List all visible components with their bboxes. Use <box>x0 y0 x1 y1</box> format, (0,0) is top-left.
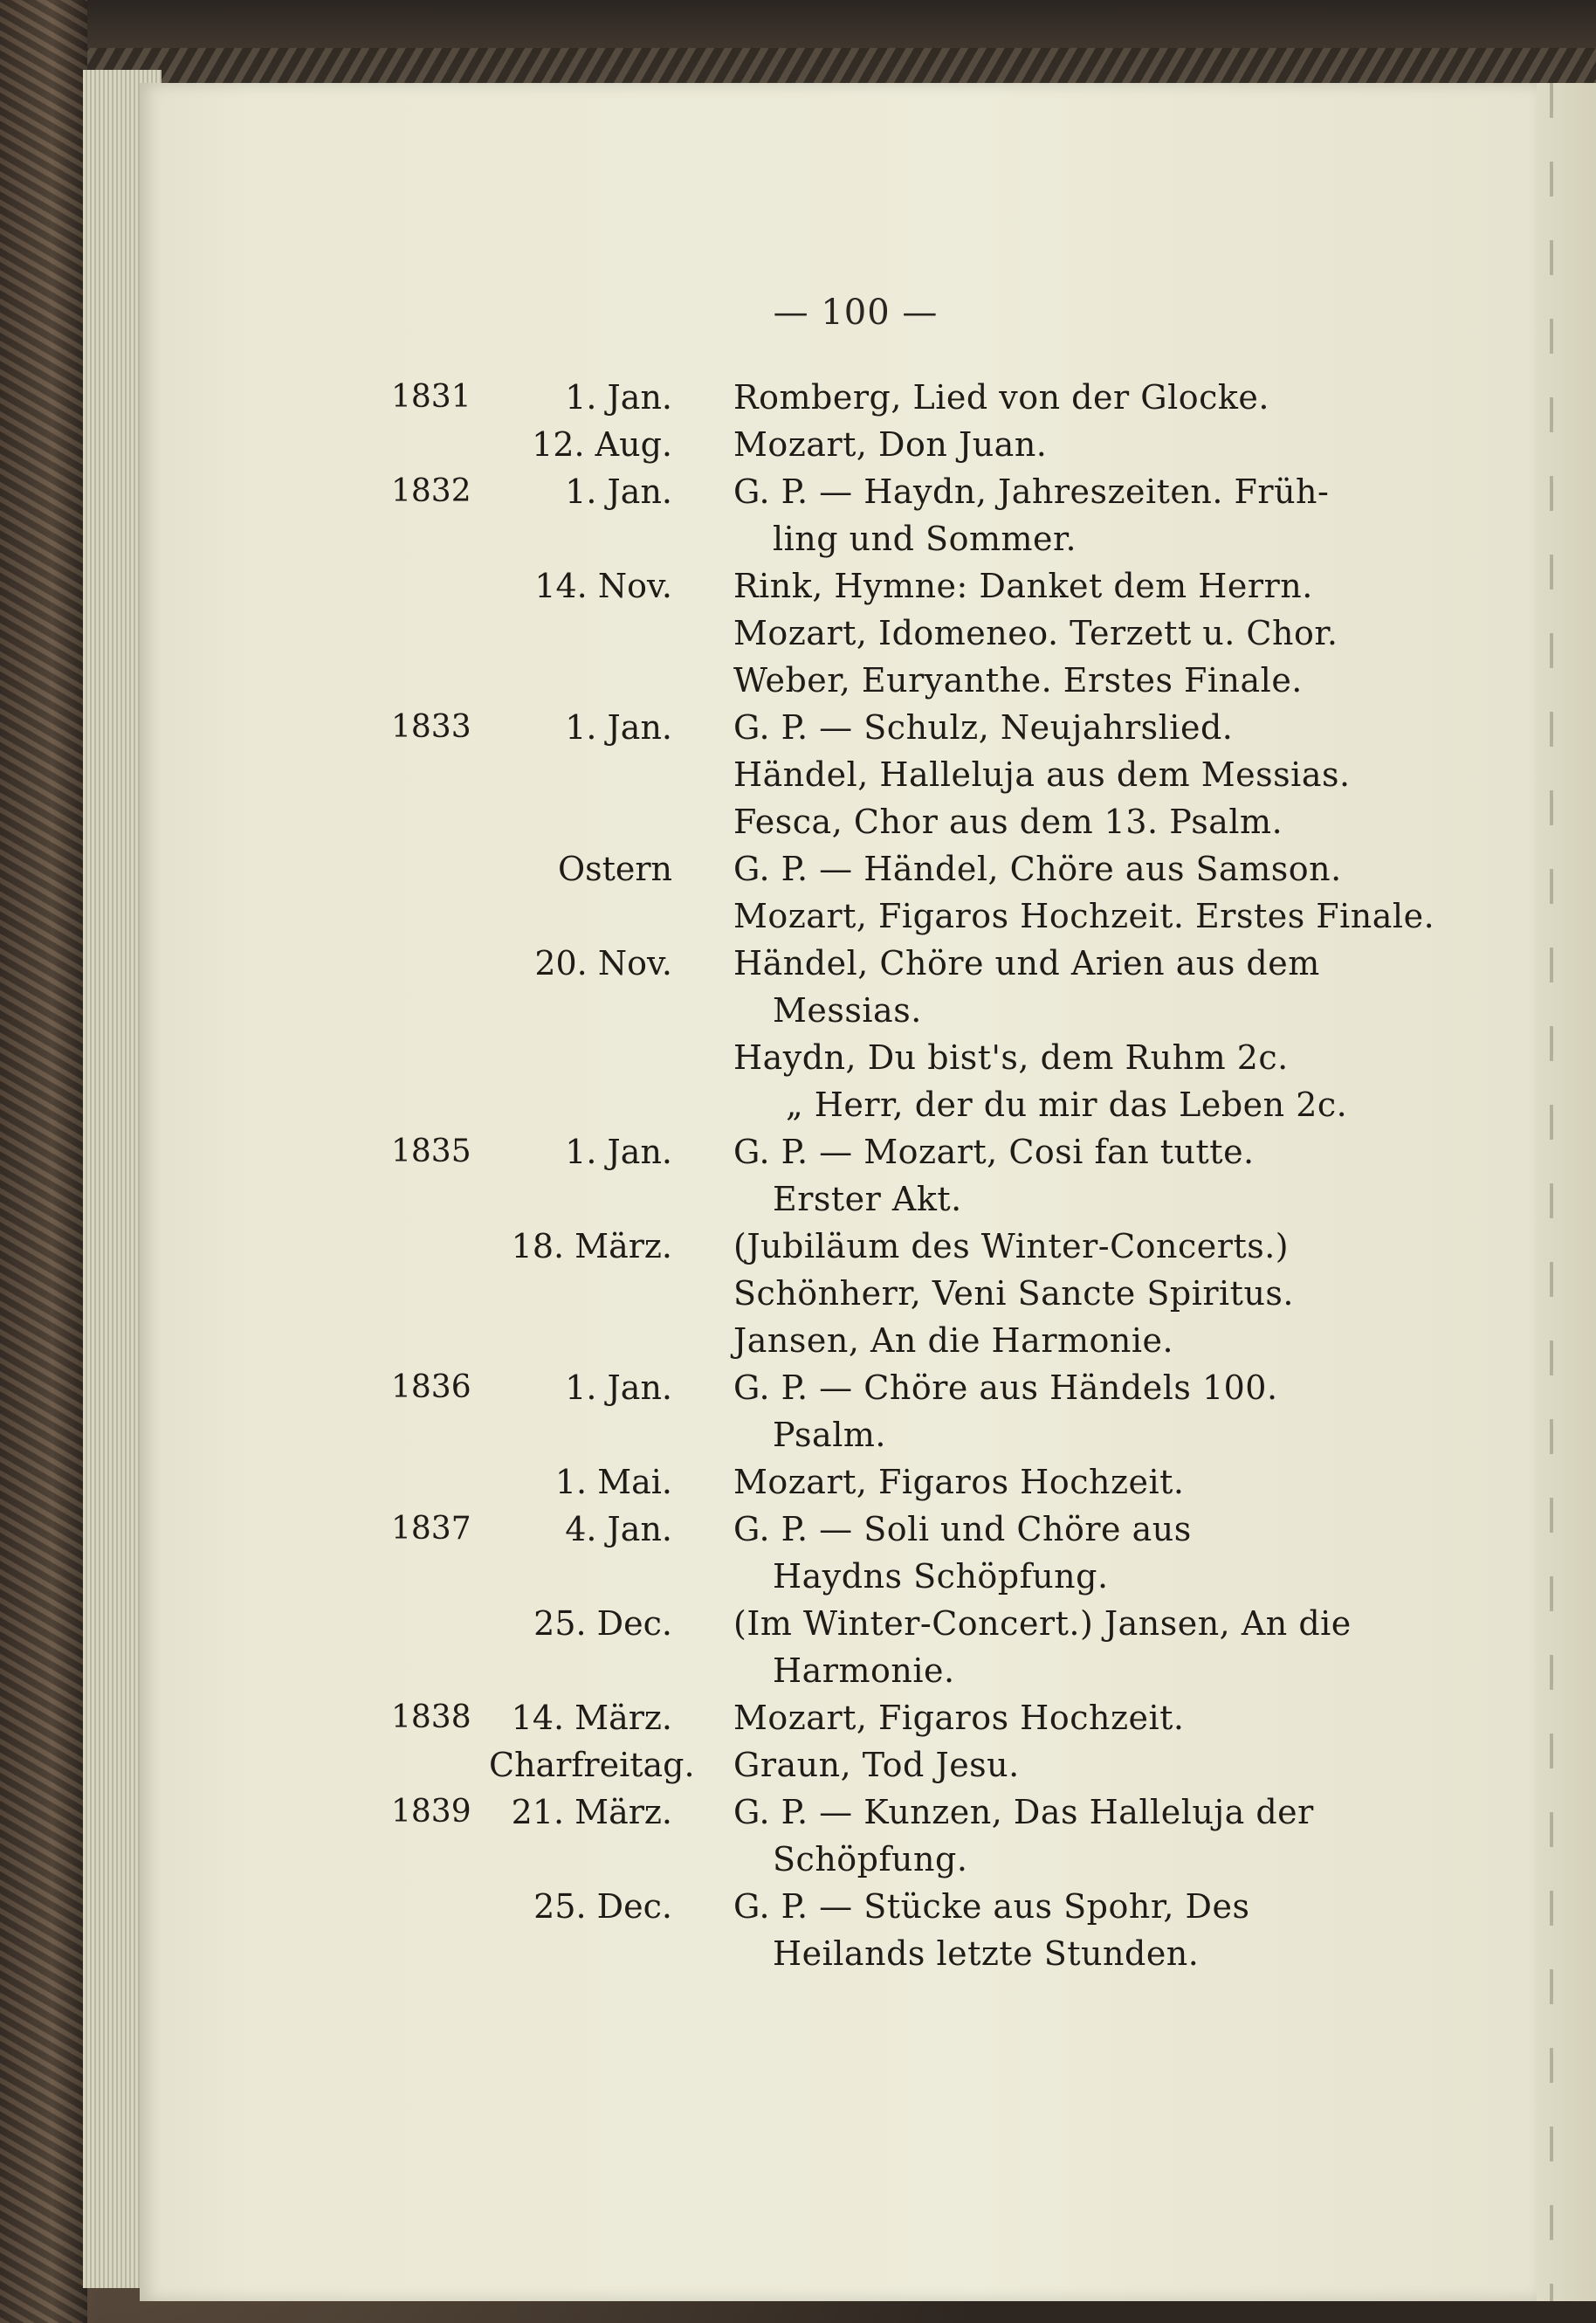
row-text: ling und Sommer. <box>773 520 1077 558</box>
row-text: G. P. — Chöre aus Händels 100. <box>733 1368 1278 1407</box>
list-row <box>0 1081 1596 1128</box>
row-date: Charfreitag. <box>489 1746 695 1784</box>
row-date: 21. März. <box>511 1793 672 1831</box>
list-row <box>0 421 1596 468</box>
row-year: 1835 <box>391 1134 471 1169</box>
row-year: 1839 <box>391 1794 471 1830</box>
row-text: Haydns Schöpfung. <box>773 1557 1109 1596</box>
list-row <box>0 940 1596 987</box>
row-date: 25. Dec. <box>533 1887 672 1926</box>
list-row <box>0 1317 1596 1364</box>
row-text: G. P. — Händel, Chöre aus Samson. <box>733 850 1342 888</box>
row-date: 1. Jan. <box>565 378 672 417</box>
row-date: 1. Mai. <box>554 1463 672 1501</box>
row-text: Mozart, Figaros Hochzeit. Erstes Finale. <box>733 897 1435 935</box>
row-text: Graun, Tod Jesu. <box>733 1746 1020 1784</box>
row-text: Harmonie. <box>773 1651 955 1690</box>
row-date: 12. Aug. <box>532 425 672 464</box>
list-row <box>0 1789 1596 1836</box>
row-text: Haydn, Du bist's, dem Ruhm 2c. <box>733 1038 1289 1077</box>
row-date: 14. März. <box>511 1699 672 1737</box>
row-text: G. P. — Kunzen, Das Halleluja der <box>733 1793 1314 1831</box>
list-row <box>0 468 1596 515</box>
list-row <box>0 1223 1596 1270</box>
row-year: 1832 <box>391 473 471 509</box>
row-date: 1. Jan. <box>565 472 672 511</box>
list-row <box>0 1175 1596 1223</box>
list-row <box>0 1411 1596 1458</box>
list-row <box>0 798 1596 845</box>
list-row <box>0 704 1596 751</box>
list-row <box>0 657 1596 704</box>
row-date: 1. Jan. <box>565 1368 672 1407</box>
row-text: Rink, Hymne: Danket dem Herrn. <box>733 567 1313 605</box>
row-text: Händel, Chöre und Arien aus dem <box>733 944 1320 982</box>
row-text: Schönherr, Veni Sancte Spiritus. <box>733 1274 1294 1313</box>
list-row <box>0 1553 1596 1600</box>
row-text: (Im Winter-Concert.) Jansen, An die <box>733 1604 1352 1643</box>
row-text: G. P. — Haydn, Jahreszeiten. Früh- <box>733 472 1330 511</box>
list-row <box>0 515 1596 562</box>
list-row <box>0 1506 1596 1553</box>
row-text: Messias. <box>773 991 922 1030</box>
row-date: 1. Jan. <box>565 708 672 747</box>
row-text: G. P. — Soli und Chöre aus <box>733 1510 1192 1548</box>
row-text: Mozart, Figaros Hochzeit. <box>733 1463 1185 1501</box>
row-text: „ Herr, der du mir das Leben 2c. <box>786 1086 1348 1124</box>
row-text: (Jubiläum des Winter-Concerts.) <box>733 1227 1290 1265</box>
list-row <box>0 1647 1596 1694</box>
list-row <box>0 1600 1596 1647</box>
row-year: 1838 <box>391 1699 471 1735</box>
row-date: Ostern <box>557 850 672 888</box>
row-date: 1. Jan. <box>565 1133 672 1171</box>
row-text: Händel, Halleluja aus dem Messias. <box>733 755 1351 794</box>
list-row <box>0 1694 1596 1741</box>
list-row <box>0 374 1596 421</box>
row-text: Psalm. <box>773 1416 886 1454</box>
row-text: Erster Akt. <box>773 1180 962 1218</box>
row-year: 1833 <box>391 709 471 745</box>
list-row <box>0 987 1596 1034</box>
row-text: G. P. — Stücke aus Spohr, Des <box>733 1887 1250 1926</box>
list-row <box>0 1034 1596 1081</box>
row-text: Jansen, An die Harmonie. <box>733 1321 1174 1360</box>
row-text: Heilands letzte Stunden. <box>773 1934 1200 1973</box>
row-text: G. P. — Mozart, Cosi fan tutte. <box>733 1133 1255 1171</box>
list-row <box>0 1836 1596 1883</box>
list-row <box>0 893 1596 940</box>
list-row <box>0 751 1596 798</box>
list-row <box>0 562 1596 610</box>
row-date: 25. Dec. <box>533 1604 672 1643</box>
row-year: 1831 <box>391 379 471 415</box>
row-text: Mozart, Figaros Hochzeit. <box>733 1699 1185 1737</box>
list-row <box>0 1128 1596 1175</box>
row-date: 4. Jan. <box>565 1510 672 1548</box>
row-date: 20. Nov. <box>534 944 672 982</box>
row-year: 1837 <box>391 1511 471 1547</box>
list-row <box>0 1883 1596 1930</box>
list-row <box>0 610 1596 657</box>
row-year: 1836 <box>391 1369 471 1405</box>
page-number: — 100 — <box>773 293 939 333</box>
list-row <box>0 1458 1596 1506</box>
row-date: 18. März. <box>511 1227 672 1265</box>
list-row <box>0 1930 1596 1977</box>
list-row <box>0 1364 1596 1411</box>
row-text: Mozart, Idomeneo. Terzett u. Chor. <box>733 614 1338 652</box>
list-row <box>0 1270 1596 1317</box>
row-text: Weber, Euryanthe. Erstes Finale. <box>733 661 1303 700</box>
list-row <box>0 845 1596 893</box>
row-text: Fesca, Chor aus dem 13. Psalm. <box>733 803 1283 841</box>
row-date: 14. Nov. <box>534 567 672 605</box>
row-text: Romberg, Lied von der Glocke. <box>733 378 1269 417</box>
row-text: Mozart, Don Juan. <box>733 425 1048 464</box>
list-row <box>0 1741 1596 1789</box>
row-text: Schöpfung. <box>773 1840 968 1878</box>
row-text: G. P. — Schulz, Neujahrslied. <box>733 708 1234 747</box>
